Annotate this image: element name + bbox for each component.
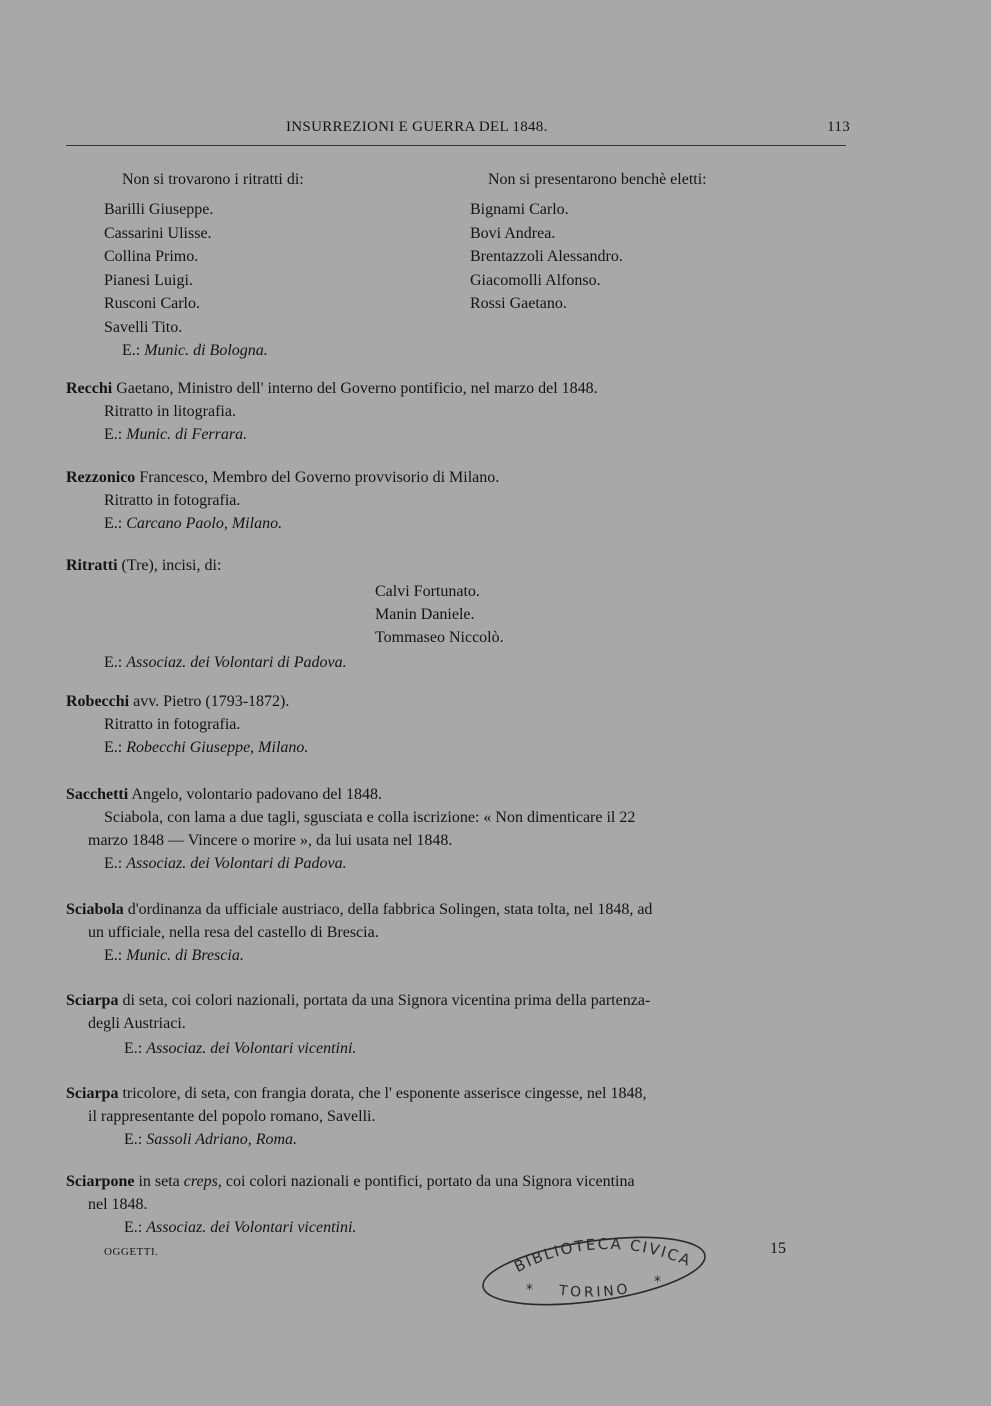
entry-sciabola: Sciabola d'ordinanza da ufficiale austriaco, della fabbrica Solingen, stata tolta, nel 1848, ad un ufficiale, nella resa del castello di Brescia. E.: Munic. di Brescia. [66,898,850,967]
entry-sacchetti: Sacchetti Angelo, volontario padovano del 1848. Sciabola, con lama a due tagli, sgusciata e colla iscrizione: « Non dimenticare il 22 marzo 1848 — Vincere o morire », da lui usata nel 1848. E.: Associaz. dei Volontari di Padova. [66,783,850,875]
list-item: Pianesi Luigi. [104,271,193,289]
header-title: INSURREZIONI E GUERRA DEL 1848. [286,119,548,135]
footer-section-label: OGGETTI. [104,1246,159,1258]
running-header [66,119,850,143]
list-item: Calvi Fortunato. [375,583,480,600]
source-name: Munic. di Bologna. [144,342,268,359]
list-item: Giacomolli Alfonso. [470,271,601,289]
star-icon: * [526,1282,533,1298]
source-line: E.: Carcano Paolo, Milano. [104,515,283,532]
left-column-names [104,198,268,363]
right-column-names [470,198,623,316]
list-item: Bovi Andrea. [470,224,556,242]
header-rule [66,145,846,146]
source-line: E.: Associaz. dei Volontari di Padova. [104,654,347,671]
source-line: E.: Munic. di Bologna. [122,342,268,359]
left-column-heading: Non si trovarono i ritratti di: [122,171,304,188]
list-item: Rusconi Carlo. [104,295,200,312]
entry-head: Sciabola [66,901,124,918]
entry-head: Recchi [66,380,113,397]
entry-sciarpa-1: Sciarpa di seta, coi colori nazionali, portata da una Signora vicentina prima della partenza- degli Austriaci. E.: Associaz. dei Volontari vicentini. [66,989,850,1060]
list-item: Rossi Gaetano. [470,295,567,312]
entry-sciarpone: Sciarpone in seta creps, coi colori nazionali e pontifici, portato da una Signora vicentina nel 1848. E.: Associaz. dei Volontari vicentini. [66,1170,850,1239]
entry-ritratti: Ritratti (Tre), incisi, di: [66,557,222,574]
list-item: Brentazzoli Alessandro. [470,248,623,265]
list-item: Cassarini Ulisse. [104,224,212,242]
right-column-heading: Non si presentarono benchè eletti: [488,171,707,188]
entry-head: Sciarpa [66,1085,119,1102]
entry-head: Sciarpone [66,1173,135,1190]
svg-text:BIBLIOTECA CIVICA [511,1236,694,1276]
list-item: Bignami Carlo. [470,201,569,218]
list-item: Manin Daniele. [375,606,475,623]
ritratti-names [375,580,504,649]
source-line: E.: Munic. di Ferrara. [104,426,248,443]
source-line: E.: Associaz. dei Volontari vicentini. [124,1040,357,1057]
list-item: Barilli Giuseppe. [104,201,214,218]
entry-head: Ritratti [66,557,118,574]
library-stamp [478,1236,710,1306]
list-item: Tommaseo Niccolò. [375,629,504,646]
svg-text:TORINO [557,1281,632,1301]
entry-recchi: Recchi Gaetano, Ministro dell' interno del Governo pontificio, nel marzo del 1848. Ritratto in litografia. E.: Munic. di Ferrara. [66,377,850,446]
source-line: E.: Munic. di Brescia. [104,947,244,964]
source-line: E.: Robecchi Giuseppe, Milano. [104,739,309,756]
entry-head: Rezzonico [66,469,136,486]
entry-head: Sacchetti [66,786,129,803]
ritratti-source [66,651,850,674]
entry-head: Robecchi [66,693,130,710]
source-line: E.: Sassoli Adriano, Roma. [124,1131,298,1148]
list-item: Savelli Tito. [104,318,183,336]
signature-number: 15 [770,1240,786,1257]
source-line: E.: Associaz. dei Volontari vicentini. [124,1219,357,1236]
star-icon: * [654,1274,661,1290]
list-item: Collina Primo. [104,248,199,265]
entry-sciarpa-2: Sciarpa tricolore, di seta, con frangia dorata, che l' esponente asserisce cingesse, nel 1848, il rappresentante del popolo romano, Savelli. E.: Sassoli Adriano, Roma. [66,1082,850,1151]
stamp-top-text: BIBLIOTECA CIVICA [511,1236,695,1276]
entry-head: Sciarpa [66,992,119,1009]
entry-rezzonico: Rezzonico Francesco, Membro del Governo provvisorio di Milano. Ritratto in fotografia. E.: Carcano Paolo, Milano. [66,466,850,535]
entry-robecchi: Robecchi avv. Pietro (1793-1872). Ritratto in fotografia. E.: Robecchi Giuseppe, Milano. [66,690,850,759]
source-line: E.: Associaz. dei Volontari di Padova. [104,855,347,872]
page-number: 113 [827,119,850,135]
stamp-bottom-text: TORINO [558,1280,632,1301]
